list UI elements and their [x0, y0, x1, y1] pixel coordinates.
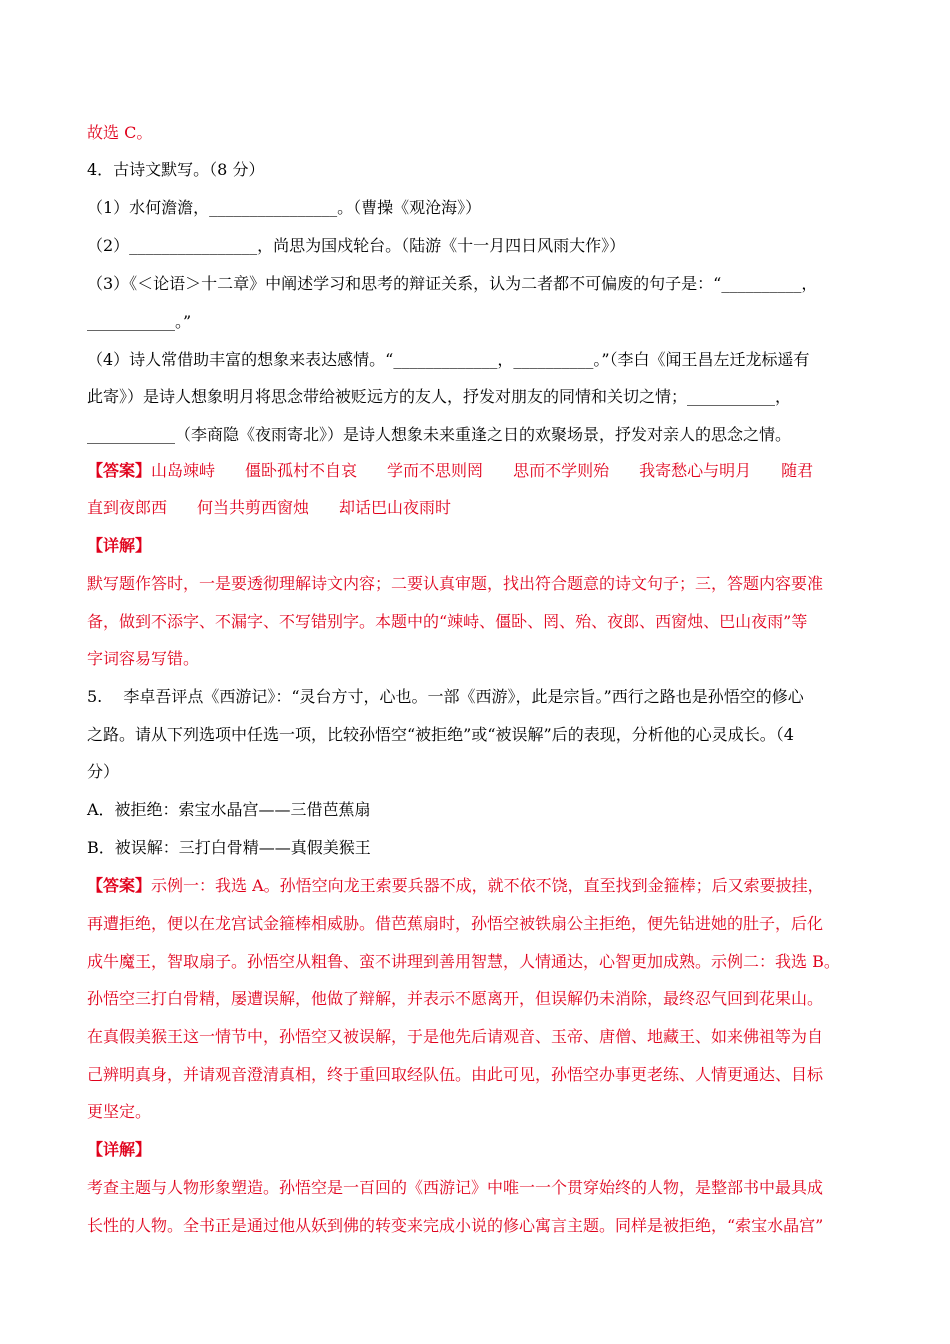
explanation-4-line-1: 默写题作答时，一是要透彻理解诗文内容；二要认真审题，找出符合题意的诗文句子；三，答题内容要准 [87, 574, 824, 593]
answer-5-line-4: 孙悟空三打白骨精，屡遭误解，他做了辩解，并表示不愿离开，但误解仍未消除，最终忍气回到花果山。 [87, 989, 824, 1008]
answer-label: 【答案】 [87, 461, 152, 480]
answer-5-line-2: 再遭拒绝，便以在龙宫试金箍棒相威胁。借芭蕉扇时，孙悟空被铁扇公主拒绝，便先钻进她的肚子，后化 [87, 914, 824, 933]
answer-4-line-1: 【答案】山岛竦峙 僵卧孤村不自哀 学而不思则罔 思而不学则殆 我寄愁心与明月 随君 [87, 461, 814, 480]
question-4-part-4: （4）诗人常借助丰富的想象来表达感情。“_____________，__________。”（李白《闻王昌左迁龙标遥有 [87, 350, 810, 369]
question-4-part-3: （3）《＜论语＞十二章》中阐述学习和思考的辩证关系，认为二者都不可偏废的句子是：“__________， [87, 274, 818, 293]
answer-choice-c: 故选 C。 [87, 123, 153, 142]
question-4-title: 4．古诗文默写。（8 分） [87, 160, 265, 179]
answer-5-line-5: 在真假美猴王这一情节中，孙悟空又被误解，于是他先后请观音、玉帝、唐僧、地藏王、如来佛祖等为自 [87, 1027, 824, 1046]
explanation-label-4: 【详解】 [87, 536, 152, 555]
answer-5-line-3: 成牛魔王，智取扇子。孙悟空从粗鲁、蛮不讲理到善用智慧，人情通达，心智更加成熟。示例二：我选 B。 [87, 952, 840, 971]
question-4-part-2: （2）________________，尚思为国戍轮台。（陆游《十一月四日风雨大作》） [87, 236, 626, 255]
question-5-line-1: 5. 李卓吾评点《西游记》：“灵台方寸，心也。一部《西游》，此是宗旨。”西行之路也是孙悟空的修心 [87, 687, 804, 706]
explanation-4-line-2: 备，做到不添字、不漏字、不写错别字。本题中的“竦峙、僵卧、罔、殆、夜郎、西窗烛、巴山夜雨”等 [87, 612, 808, 631]
question-5-line-2: 之路。请从下列选项中任选一项，比较孙悟空“被拒绝”或“被误解”后的表现，分析他的心灵成长。（4 [87, 725, 794, 744]
explanation-5-line-2: 长性的人物。全书正是通过他从妖到佛的转变来完成小说的修心寓言主题。同样是被拒绝，“索宝水晶宫” [87, 1216, 824, 1235]
explanation-4-line-3: 字词容易写错。 [87, 649, 200, 668]
answer-5-line-6: 己辨明真身，并请观音澄清真相，终于重回取经队伍。由此可见，孙悟空办事更老练、人情更通达、目标 [87, 1065, 824, 1084]
answer-5-line-7: 更坚定。 [87, 1102, 152, 1121]
explanation-label-5: 【详解】 [87, 1140, 152, 1159]
question-4-part-1: （1）水何澹澹，________________。（曹操《观沧海》） [87, 198, 482, 217]
question-4-part-4-cont2: ___________（李商隐《夜雨寄北》）是诗人想象未来重逢之日的欢聚场景，抒发对亲人的思念之情。 [87, 425, 792, 444]
answer-5-line-1: 【答案】示例一：我选 A。孙悟空向龙王索要兵器不成，就不依不饶，直至找到金箍棒；后又索要披挂， [87, 876, 824, 895]
question-4-part-4-cont: 此寄》）是诗人想象明月将思念带给被贬远方的友人，抒发对朋友的同情和关切之情；___________， [87, 387, 792, 406]
question-5-option-b: B．被误解：三打白骨精——真假美猴王 [87, 838, 371, 857]
question-4-part-3-cont: ___________。” [87, 312, 192, 331]
answer-label: 【答案】 [87, 876, 152, 895]
question-5-option-a: A．被拒绝：索宝水晶宫——三借芭蕉扇 [87, 800, 371, 819]
answer-4-line-2: 直到夜郎西 何当共剪西窗烛 却话巴山夜雨时 [87, 498, 452, 517]
explanation-5-line-1: 考查主题与人物形象塑造。孙悟空是一百回的《西游记》中唯一一个贯穿始终的人物，是整部书中最具成 [87, 1178, 824, 1197]
question-5-line-3: 分） [87, 762, 120, 781]
